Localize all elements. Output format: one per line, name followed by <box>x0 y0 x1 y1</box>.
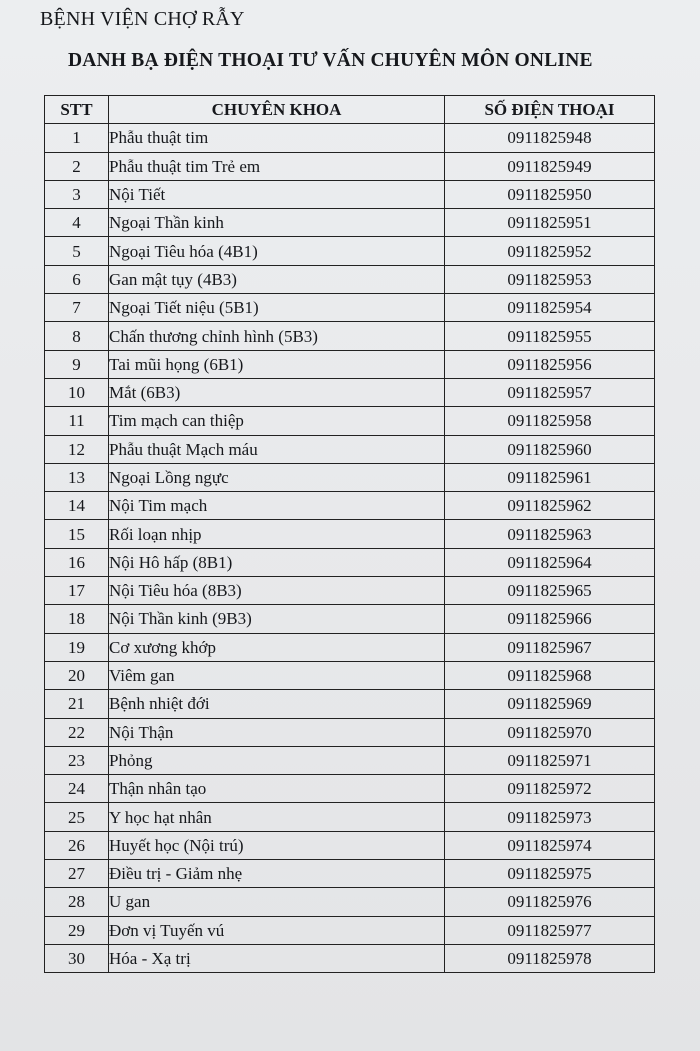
phone-number: 0911825973 <box>445 803 655 831</box>
department-name: Điều trị - Giảm nhẹ <box>109 860 445 888</box>
row-number: 14 <box>45 492 109 520</box>
phone-number: 0911825948 <box>445 124 655 152</box>
department-name: Rối loạn nhịp <box>109 520 445 548</box>
phone-number: 0911825957 <box>445 378 655 406</box>
row-number: 5 <box>45 237 109 265</box>
row-number: 19 <box>45 633 109 661</box>
row-number: 7 <box>45 294 109 322</box>
row-number: 11 <box>45 407 109 435</box>
department-name: Cơ xương khớp <box>109 633 445 661</box>
column-header-stt: STT <box>45 96 109 124</box>
phone-number: 0911825966 <box>445 605 655 633</box>
phone-number: 0911825977 <box>445 916 655 944</box>
department-name: Nội Thận <box>109 718 445 746</box>
department-name: Nội Tiết <box>109 180 445 208</box>
table-row <box>45 633 655 661</box>
department-name: Ngoại Thần kinh <box>109 209 445 237</box>
department-name: Viêm gan <box>109 661 445 689</box>
table-row <box>45 152 655 180</box>
phone-number: 0911825970 <box>445 718 655 746</box>
table-row <box>45 746 655 774</box>
row-number: 26 <box>45 831 109 859</box>
department-name: Nội Hô hấp (8B1) <box>109 548 445 576</box>
phone-number: 0911825968 <box>445 661 655 689</box>
row-number: 8 <box>45 322 109 350</box>
phone-number: 0911825955 <box>445 322 655 350</box>
department-name: Chấn thương chỉnh hình (5B3) <box>109 322 445 350</box>
row-number: 27 <box>45 860 109 888</box>
table-row <box>45 718 655 746</box>
row-number: 21 <box>45 690 109 718</box>
table-row <box>45 944 655 972</box>
table-row <box>45 265 655 293</box>
department-name: Thận nhân tạo <box>109 775 445 803</box>
department-name: Phẫu thuật tim Trẻ em <box>109 152 445 180</box>
table-row <box>45 548 655 576</box>
table-row <box>45 124 655 152</box>
row-number: 10 <box>45 378 109 406</box>
table-row <box>45 237 655 265</box>
row-number: 16 <box>45 548 109 576</box>
phone-number: 0911825950 <box>445 180 655 208</box>
table-row <box>45 520 655 548</box>
row-number: 24 <box>45 775 109 803</box>
table-row <box>45 860 655 888</box>
phone-number: 0911825965 <box>445 577 655 605</box>
table-row <box>45 435 655 463</box>
table-row <box>45 180 655 208</box>
department-name: Huyết học (Nội trú) <box>109 831 445 859</box>
phone-number: 0911825971 <box>445 746 655 774</box>
department-name: Gan mật tụy (4B3) <box>109 265 445 293</box>
department-name: Ngoại Tiết niệu (5B1) <box>109 294 445 322</box>
table-row <box>45 322 655 350</box>
phone-number: 0911825949 <box>445 152 655 180</box>
row-number: 3 <box>45 180 109 208</box>
department-name: Mắt (6B3) <box>109 378 445 406</box>
phone-number: 0911825963 <box>445 520 655 548</box>
phone-number: 0911825967 <box>445 633 655 661</box>
table-row <box>45 350 655 378</box>
department-name: U gan <box>109 888 445 916</box>
department-name: Tai mũi họng (6B1) <box>109 350 445 378</box>
table-header-row <box>45 96 655 124</box>
department-name: Nội Thần kinh (9B3) <box>109 605 445 633</box>
table-row <box>45 209 655 237</box>
table-row <box>45 803 655 831</box>
department-name: Bệnh nhiệt đới <box>109 690 445 718</box>
row-number: 22 <box>45 718 109 746</box>
phone-number: 0911825960 <box>445 435 655 463</box>
phone-number: 0911825951 <box>445 209 655 237</box>
department-name: Ngoại Tiêu hóa (4B1) <box>109 237 445 265</box>
row-number: 13 <box>45 463 109 491</box>
row-number: 23 <box>45 746 109 774</box>
table-row <box>45 577 655 605</box>
department-name: Y học hạt nhân <box>109 803 445 831</box>
department-name: Đơn vị Tuyến vú <box>109 916 445 944</box>
row-number: 25 <box>45 803 109 831</box>
phone-number: 0911825974 <box>445 831 655 859</box>
department-name: Hóa - Xạ trị <box>109 944 445 972</box>
row-number: 29 <box>45 916 109 944</box>
row-number: 9 <box>45 350 109 378</box>
table-row <box>45 916 655 944</box>
row-number: 20 <box>45 661 109 689</box>
table-row <box>45 605 655 633</box>
department-name: Phẫu thuật tim <box>109 124 445 152</box>
table-row <box>45 888 655 916</box>
department-name: Tim mạch can thiệp <box>109 407 445 435</box>
phone-number: 0911825956 <box>445 350 655 378</box>
phone-number: 0911825953 <box>445 265 655 293</box>
table-row <box>45 463 655 491</box>
row-number: 4 <box>45 209 109 237</box>
department-name: Phẫu thuật Mạch máu <box>109 435 445 463</box>
department-name: Phỏng <box>109 746 445 774</box>
phone-number: 0911825958 <box>445 407 655 435</box>
row-number: 1 <box>45 124 109 152</box>
row-number: 15 <box>45 520 109 548</box>
table-row <box>45 690 655 718</box>
row-number: 18 <box>45 605 109 633</box>
row-number: 2 <box>45 152 109 180</box>
department-name: Nội Tiêu hóa (8B3) <box>109 577 445 605</box>
row-number: 30 <box>45 944 109 972</box>
table-row <box>45 407 655 435</box>
phone-number: 0911825975 <box>445 860 655 888</box>
table-row <box>45 775 655 803</box>
phone-number: 0911825969 <box>445 690 655 718</box>
column-header-phone: SỐ ĐIỆN THOẠI <box>445 96 655 124</box>
phone-number: 0911825964 <box>445 548 655 576</box>
phone-number: 0911825972 <box>445 775 655 803</box>
hospital-name: BỆNH VIỆN CHỢ RẪY <box>40 8 245 30</box>
table-row <box>45 492 655 520</box>
table-row <box>45 661 655 689</box>
phone-number: 0911825978 <box>445 944 655 972</box>
phone-number: 0911825962 <box>445 492 655 520</box>
phone-directory-table <box>44 95 655 973</box>
table-body <box>45 124 655 973</box>
table-row <box>45 378 655 406</box>
column-header-department: CHUYÊN KHOA <box>109 96 445 124</box>
phone-number: 0911825954 <box>445 294 655 322</box>
department-name: Nội Tim mạch <box>109 492 445 520</box>
row-number: 12 <box>45 435 109 463</box>
document-title: DANH BẠ ĐIỆN THOẠI TƯ VẤN CHUYÊN MÔN ONLINE <box>68 50 593 71</box>
phone-number: 0911825961 <box>445 463 655 491</box>
phone-number: 0911825976 <box>445 888 655 916</box>
phone-number: 0911825952 <box>445 237 655 265</box>
row-number: 6 <box>45 265 109 293</box>
table-row <box>45 831 655 859</box>
row-number: 28 <box>45 888 109 916</box>
row-number: 17 <box>45 577 109 605</box>
table-row <box>45 294 655 322</box>
department-name: Ngoại Lồng ngực <box>109 463 445 491</box>
